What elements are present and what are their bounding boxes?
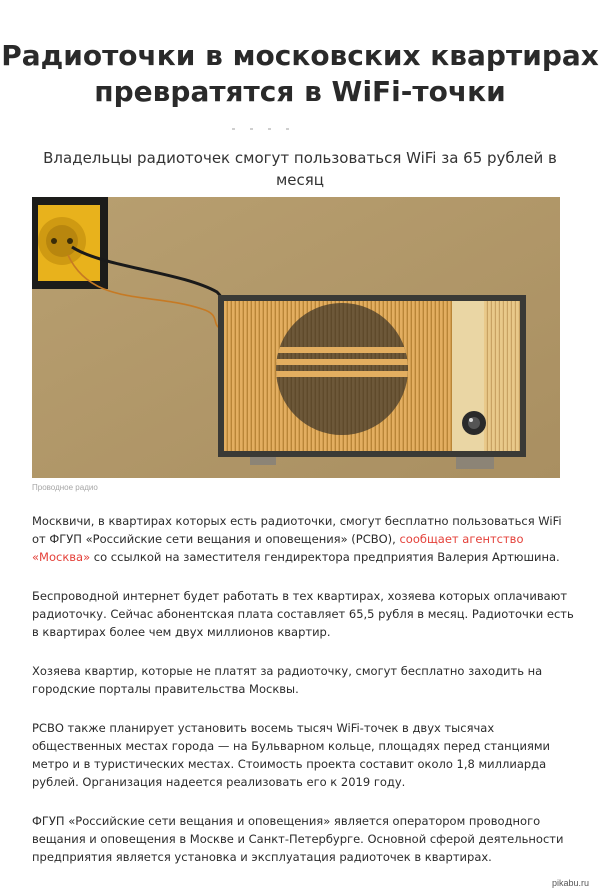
article-body <box>32 512 577 887</box>
pikabu-watermark: pikabu.ru <box>549 877 592 889</box>
paragraph-3: Хозяева квартир, которые не платят за радиоточку, смогут бесплатно заходить на городские порталы правительства Москвы. <box>32 664 543 696</box>
article-title: Радиоточки в московских квартирах превратятся в WiFi-точки <box>1 39 599 108</box>
agency-moscow-link[interactable]: сообщает агентство «Москва» <box>32 532 524 564</box>
paragraph-5: ФГУП «Российские сети вещания и оповещения» является оператором проводного вещания и оповещения в Москве и Санкт-Петербурге. Основной сферой деятельности предприятия является установка и эксплуатация радиоточек в квартирах. <box>32 814 564 864</box>
article-subtitle: Владельцы радиоточек смогут пользоваться WiFi за 65 рублей в месяц <box>43 149 557 189</box>
radio-photo <box>32 197 560 478</box>
separator-dots <box>232 128 292 132</box>
paragraph-2: Беспроводной интернет будет работать в тех квартирах, хозяева которых оплачивают радиоточку. Сейчас абонентская плата составляет 65,5 рубля в месяц. Радиоточки есть в квартирах более чем двух миллионов квартир. <box>32 589 574 639</box>
paragraph-1: Москвичи, в квартирах которых есть радиоточки, смогут бесплатно пользоваться WiFi от ФГУП «Российские сети вещания и оповещения» (РСВО), сообщает агентство «Москва» со ссылкой на заместителя гендиректора предприятия Валерия Артюшина. <box>32 514 562 564</box>
image-caption: Проводное радио <box>32 483 98 492</box>
paragraph-4: РСВО также планирует установить восемь тысяч WiFi-точек в двух тысячах общественных местах города — на Бульварном кольце, площадях перед станциями метро и в туристических местах. Стоимость проекта составит около 1,8 миллиарда рублей. Организация надеется реализовать его к 2019 году. <box>32 721 551 789</box>
